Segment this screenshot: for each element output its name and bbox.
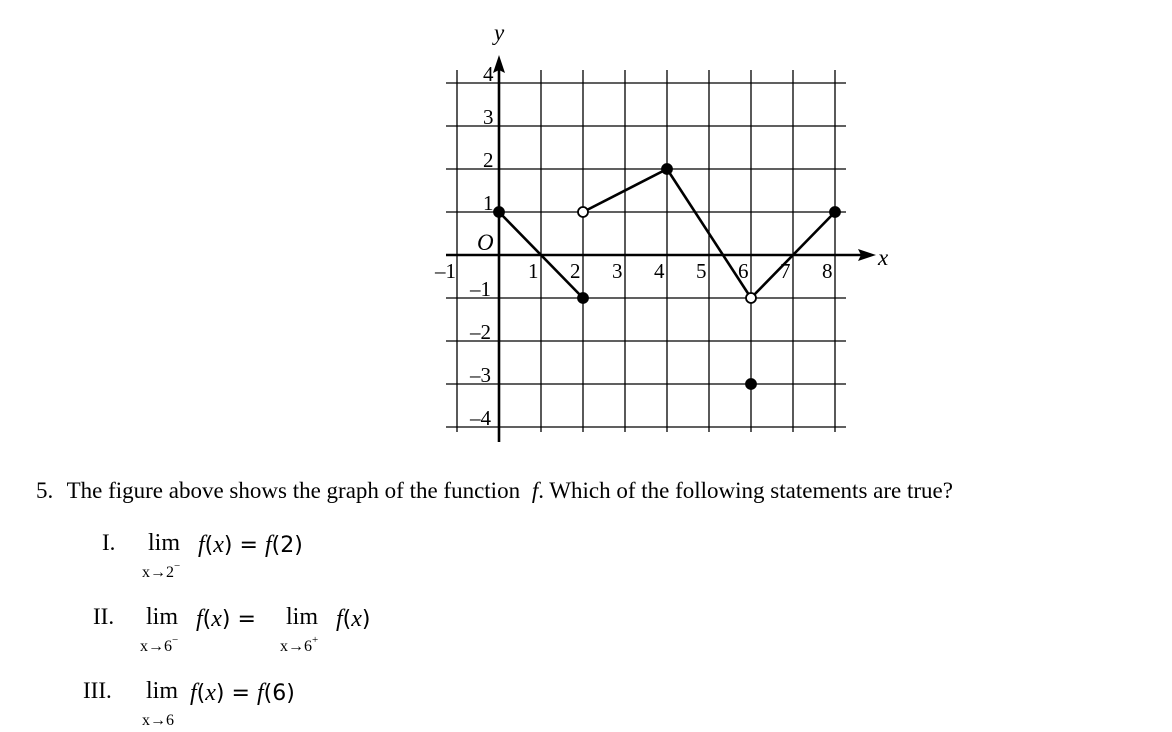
statement-1-expression: f(x) = f(2) — [198, 532, 303, 558]
closed-point — [494, 207, 504, 217]
statement-2-lim2-sub — [280, 634, 318, 656]
open-point — [578, 207, 588, 217]
closed-point — [578, 293, 588, 303]
statement-2-lim-side: − — [172, 634, 179, 646]
statement-1 — [0, 530, 500, 582]
y-tick-label: 2 — [483, 148, 494, 172]
open-point — [746, 293, 756, 303]
statement-1-numeral: I. — [102, 530, 116, 555]
statement-1-lim-approach: x→2 — [142, 564, 174, 581]
statement-3-limit — [142, 678, 179, 729]
statement-2-lim2-side: + — [312, 634, 319, 646]
statement-2-middle: f(x) = — [196, 606, 256, 632]
statement-2-numeral: II. — [93, 604, 115, 629]
y-tick-label: 4 — [483, 62, 494, 86]
x-tick-label: 3 — [612, 259, 623, 283]
statement-1-lim-sub — [142, 560, 180, 582]
y-tick-label: –2 — [470, 320, 491, 344]
y-tick-label: 1 — [483, 191, 494, 215]
closed-point — [746, 379, 756, 389]
statement-3-lim-sub — [142, 708, 174, 730]
question-prompt — [36, 478, 953, 504]
statement-2 — [0, 604, 500, 656]
statement-1-lim-side: − — [174, 560, 181, 572]
statement-1-lim-word: lim — [148, 530, 181, 556]
statement-3 — [0, 678, 500, 730]
x-tick-label: 7 — [780, 259, 791, 283]
tick-labels — [434, 62, 833, 430]
y-tick-label: –3 — [470, 363, 491, 387]
statement-1-limit — [142, 530, 181, 581]
x-tick-label: 8 — [822, 259, 833, 283]
x-axis-label: x — [878, 245, 889, 270]
statement-2-lim2-word: lim — [286, 604, 319, 630]
statement-2-lim-sub — [140, 634, 178, 656]
x-tick-label: 1 — [528, 259, 539, 283]
y-tick-label: 3 — [483, 105, 494, 129]
statement-3-lim-approach: x→6 — [142, 712, 174, 729]
question-number: 5. — [36, 478, 54, 503]
statement-2-lim2-approach: x→6 — [280, 638, 312, 655]
statement-2-expression: f(x) — [336, 606, 371, 632]
question-text-after: . Which of the following statements are true? — [538, 478, 953, 503]
closed-point — [662, 164, 672, 174]
grid-lines — [446, 70, 846, 432]
y-axis-label: y — [494, 20, 505, 45]
statement-3-expression: f(x) = f(6) — [190, 680, 295, 706]
x-tick-label: 4 — [654, 259, 665, 283]
y-tick-label: –4 — [470, 406, 491, 430]
statement-3-lim-word: lim — [146, 678, 179, 704]
question-function-name: f — [531, 478, 539, 503]
question-text-before: The figure above shows the graph of the function — [66, 478, 521, 503]
statement-2-lim-approach: x→6 — [140, 638, 172, 655]
y-tick-label: –1 — [470, 277, 491, 301]
statement-2-limit-left — [140, 604, 179, 655]
statement-2-lim-word: lim — [146, 604, 179, 630]
x-tick-label: 6 — [738, 259, 749, 283]
x-tick-label: 2 — [570, 259, 581, 283]
closed-point — [830, 207, 840, 217]
statement-3-numeral: III. — [83, 678, 112, 703]
origin-label: O — [477, 230, 494, 255]
x-tick-label: –1 — [435, 259, 456, 283]
x-tick-label: 5 — [696, 259, 707, 283]
statement-2-limit-right — [280, 604, 319, 655]
